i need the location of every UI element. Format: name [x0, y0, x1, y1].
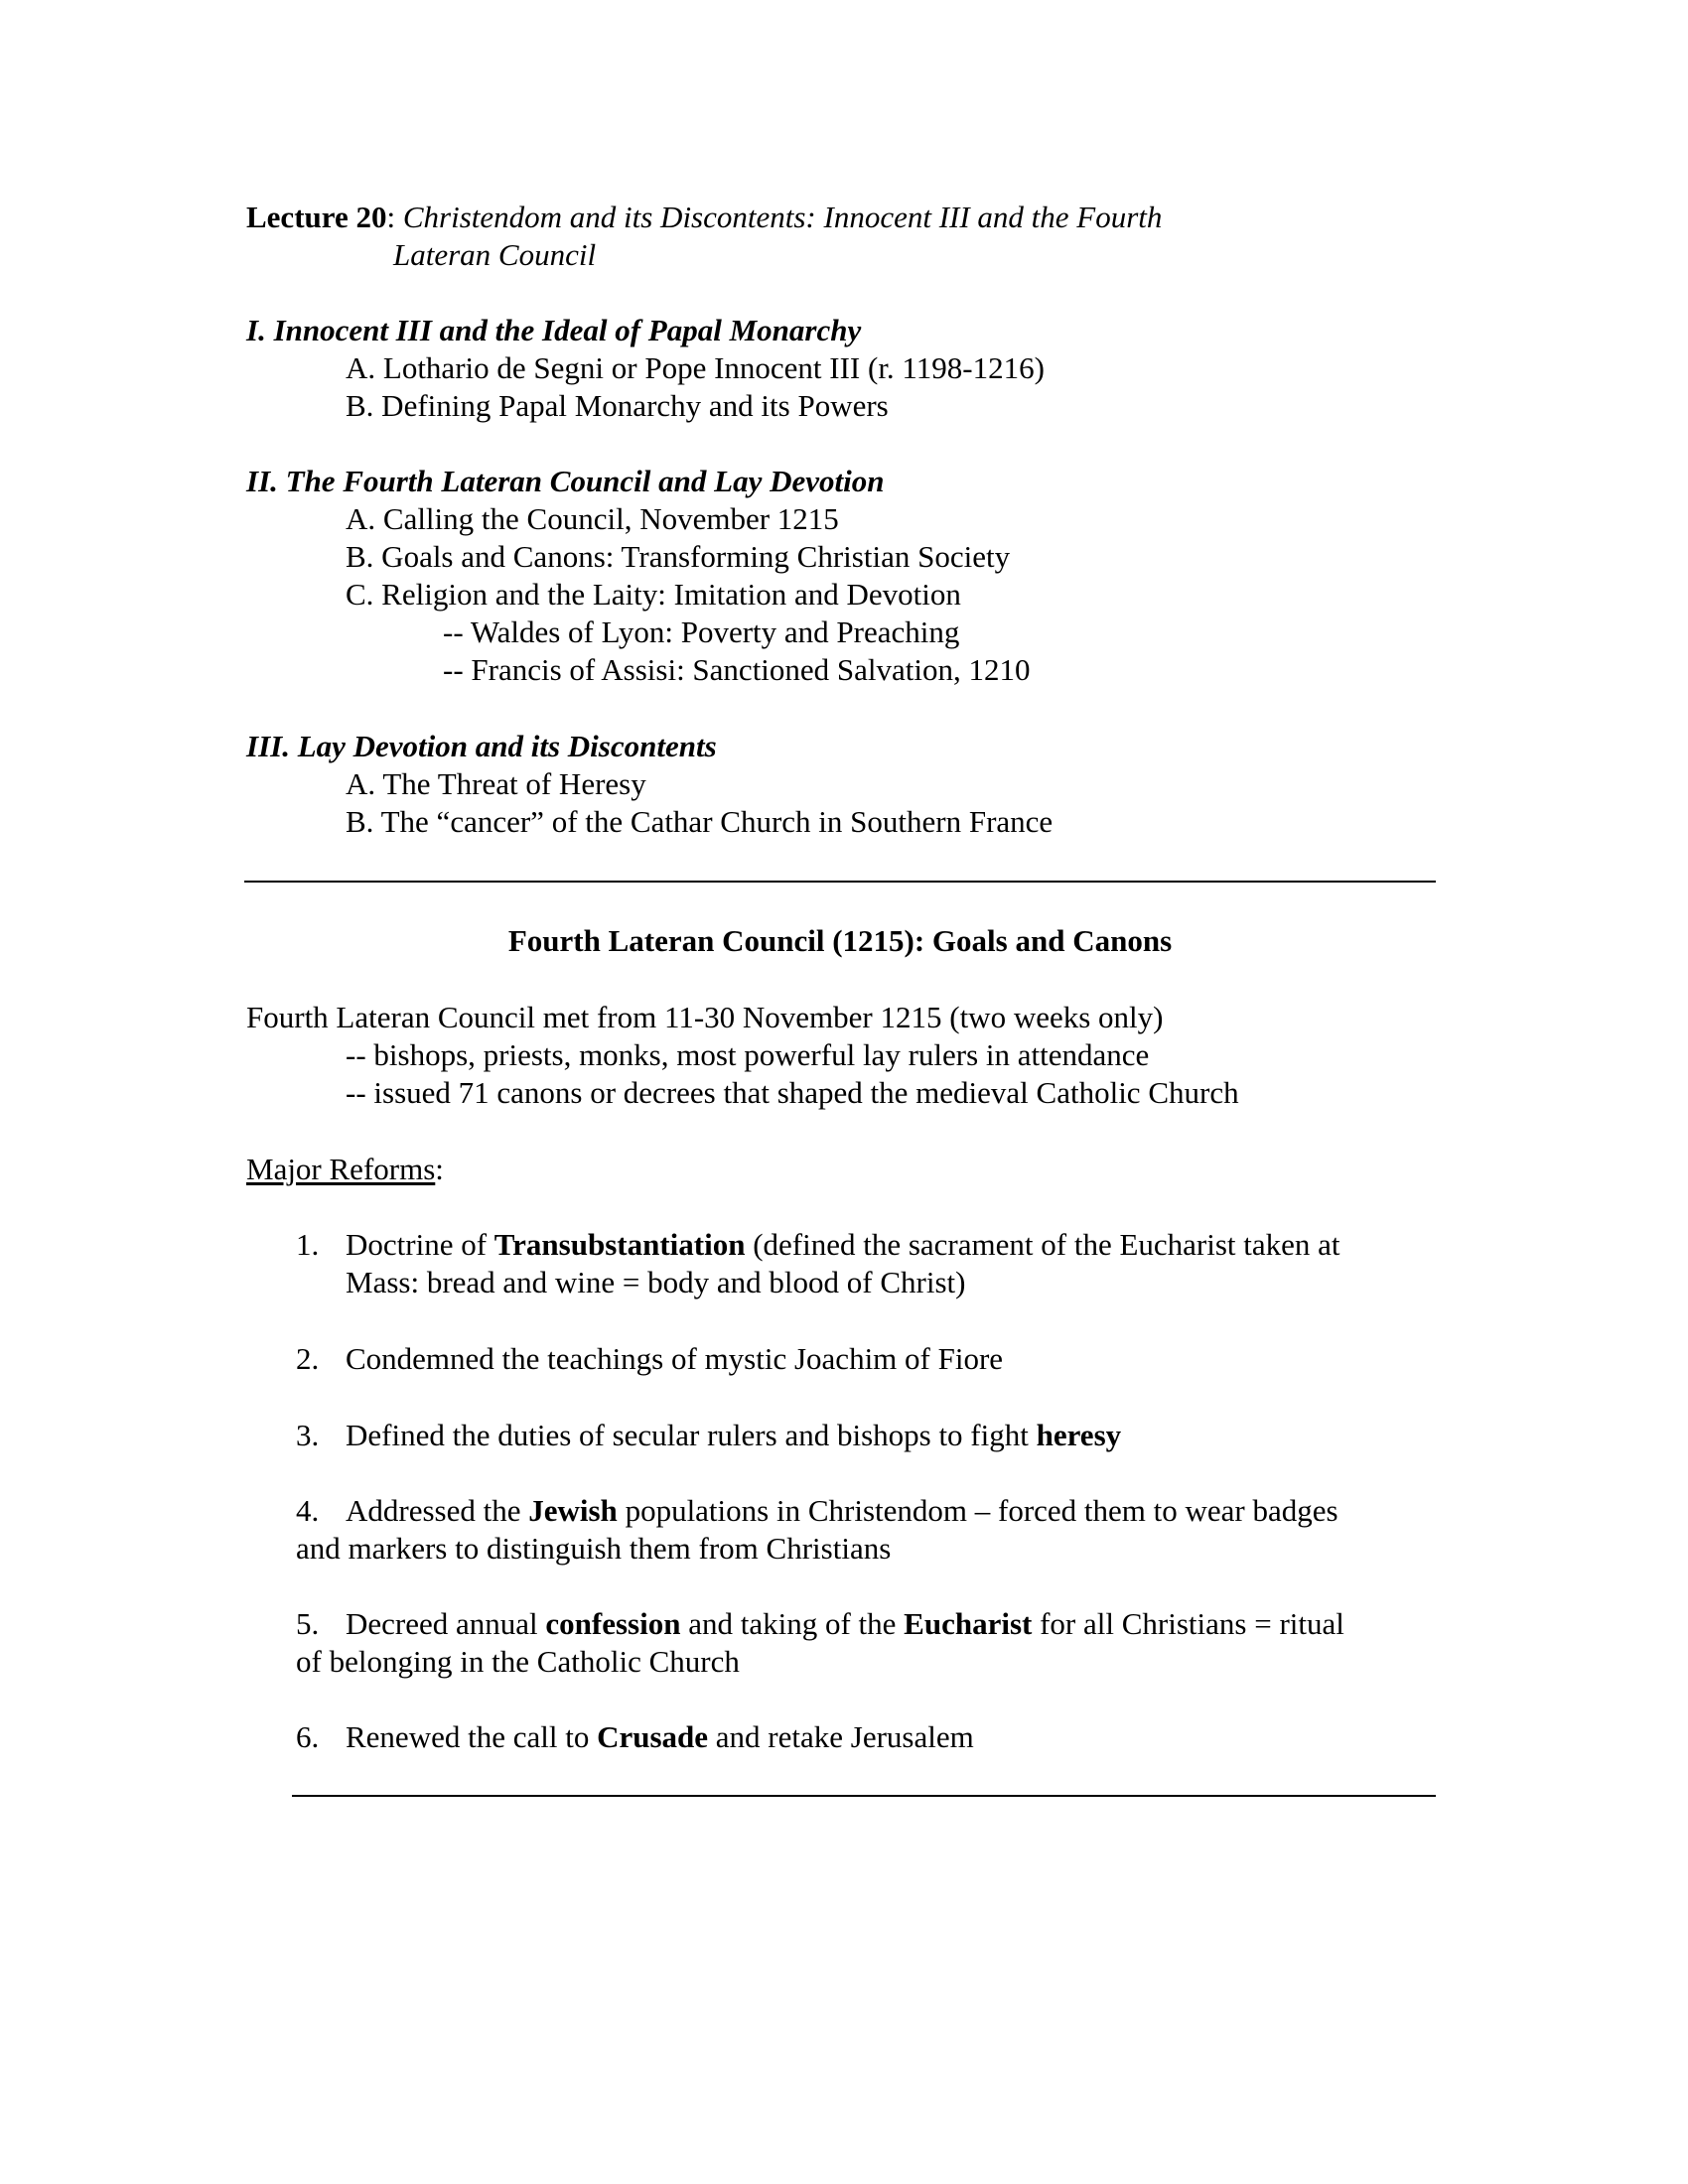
section-divider [244, 881, 1436, 883]
reform-text: Decreed annual [346, 1606, 546, 1641]
outline-item: B. The “cancer” of the Cathar Church in Southern France [346, 804, 1054, 839]
reform-item-continued: of belonging in the Catholic Church [296, 1644, 740, 1679]
outline-item: B. Defining Papal Monarchy and its Powers [346, 388, 889, 423]
outline-item: A. Lothario de Segni or Pope Innocent III (r. 1198-1216) [346, 350, 1045, 385]
reform-number: 6. [296, 1719, 320, 1754]
reform-emphasis: heresy [1036, 1418, 1122, 1452]
reform-emphasis: confession [545, 1606, 681, 1641]
reform-item-continued: and markers to distinguish them from Christians [296, 1531, 892, 1566]
reform-item [346, 1417, 1121, 1454]
reform-emphasis: Crusade [597, 1719, 709, 1754]
outline-subitem: -- Francis of Assisi: Sanctioned Salvation, 1210 [443, 652, 1031, 687]
reform-emphasis: Jewish [528, 1493, 618, 1528]
outline-item: C. Religion and the Laity: Imitation and Devotion [346, 577, 961, 612]
reform-item [346, 1718, 974, 1756]
reform-item [346, 1492, 1338, 1530]
lecture-label: Lecture 20 [246, 200, 387, 234]
reform-number: 5. [296, 1606, 320, 1641]
bottom-divider [292, 1795, 1436, 1797]
outline-item: A. Calling the Council, November 1215 [346, 501, 839, 536]
reform-text: Defined the duties of secular rulers and bishops to fight [346, 1418, 1037, 1452]
reforms-label-text: Major Reforms [246, 1152, 436, 1186]
reform-number: 4. [296, 1493, 320, 1528]
reform-text: Renewed the call to [346, 1719, 598, 1754]
reform-text: populations in Christendom – forced them to wear badges [617, 1493, 1338, 1528]
reform-text: (defined the sacrament of the Eucharist taken at [745, 1227, 1340, 1262]
reform-number: 1. [296, 1227, 320, 1262]
outline-item: A. The Threat of Heresy [346, 766, 646, 801]
reform-text: and taking of the [680, 1606, 905, 1641]
lecture-title: Lecture 20: Christendom and its Discontents: Innocent III and the Fourth [246, 200, 1163, 234]
outline-subitem: -- Waldes of Lyon: Poverty and Preaching [443, 614, 960, 649]
reforms-label-colon: : [435, 1152, 444, 1186]
reform-emphasis: Eucharist [904, 1606, 1033, 1641]
reforms-label [246, 1151, 444, 1188]
section-heading: II. The Fourth Lateran Council and Lay Devotion [246, 464, 885, 498]
reform-number: 2. [296, 1341, 320, 1376]
reform-item: Condemned the teachings of mystic Joachim of Fiore [346, 1341, 1004, 1376]
lecture-title-line2: Lateran Council [393, 237, 597, 272]
lecture-title-line1: Christendom and its Discontents: Innocent III and the Fourth [402, 200, 1163, 234]
reform-number: 3. [296, 1418, 320, 1452]
outline-item: B. Goals and Canons: Transforming Christian Society [346, 539, 1011, 574]
reform-item [346, 1226, 1340, 1264]
section-heading: III. Lay Devotion and its Discontents [246, 729, 717, 763]
council-point: -- issued 71 canons or decrees that shaped the medieval Catholic Church [346, 1075, 1239, 1110]
council-heading: Fourth Lateran Council (1215): Goals and Canons [507, 923, 1173, 958]
council-point: -- bishops, priests, monks, most powerful lay rulers in attendance [346, 1037, 1150, 1072]
council-intro: Fourth Lateran Council met from 11-30 November 1215 (two weeks only) [246, 1000, 1164, 1034]
reform-text: and retake Jerusalem [708, 1719, 974, 1754]
reform-text: for all Christians = ritual [1032, 1606, 1344, 1641]
reform-item-continued: Mass: bread and wine = body and blood of Christ) [346, 1265, 966, 1299]
reform-item [346, 1605, 1344, 1643]
reform-emphasis: Transubstantiation [493, 1227, 746, 1262]
reform-text: Addressed the [346, 1493, 529, 1528]
reform-text: Doctrine of [346, 1227, 494, 1262]
section-heading: I. Innocent III and the Ideal of Papal Monarchy [246, 313, 862, 347]
